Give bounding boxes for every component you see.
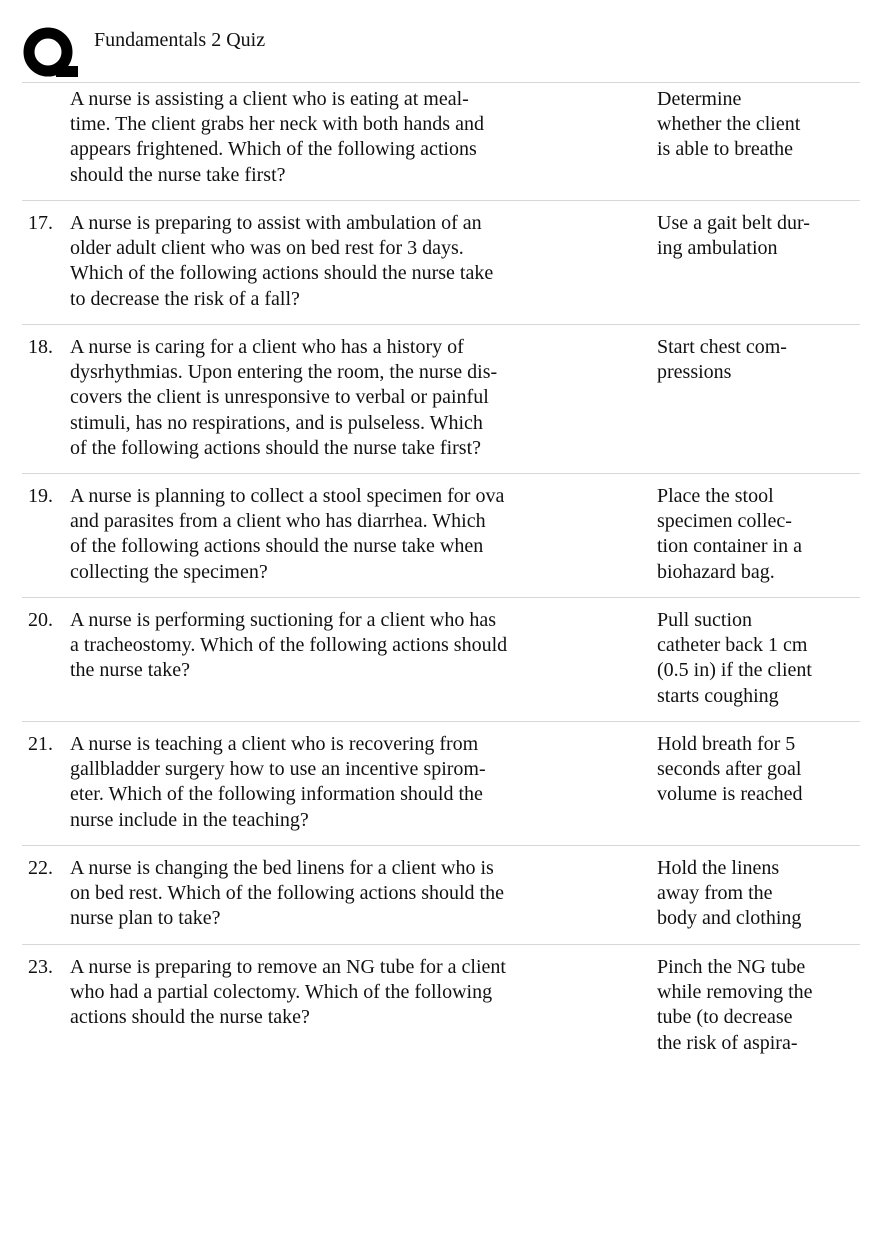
answer-line: the risk of aspira- [657, 1031, 798, 1054]
question-line: to decrease the risk of a fall? [70, 287, 300, 310]
question-text [28, 732, 570, 833]
question-line: should the nurse take first? [70, 163, 286, 186]
answer-line: Pinch the NG tube [657, 956, 806, 978]
question-row [22, 845, 860, 944]
question-line: gallbladder surgery how to use an incentive spirom- [70, 758, 486, 781]
question-row [22, 200, 860, 324]
answer-line: body and clothing [657, 907, 802, 930]
question-line: actions should the nurse take? [70, 1006, 310, 1029]
answer-line: seconds after goal [657, 758, 802, 781]
question-row [22, 473, 860, 597]
answer-line: specimen collec- [657, 510, 792, 533]
question-text [28, 484, 570, 585]
question-number: 23. [28, 956, 53, 978]
answer-line: pressions [657, 361, 732, 384]
question-text [28, 608, 570, 684]
answer-text [657, 335, 857, 385]
question-line: of the following actions should the nurse take when [70, 535, 484, 558]
quizlet-q-logo-icon [22, 26, 80, 80]
page-header [0, 0, 880, 82]
question-text [28, 211, 570, 312]
answer-text [657, 856, 857, 932]
answer-text [657, 732, 857, 808]
question-line: eter. Which of the following information should the [70, 783, 483, 806]
answer-line: tube (to decrease [657, 1006, 793, 1029]
question-line: stimuli, has no respirations, and is pulseless. Which [70, 411, 483, 434]
answer-line: while removing the [657, 981, 813, 1004]
question-line: nurse include in the teaching? [70, 808, 309, 831]
question-line: appears frightened. Which of the following actions [70, 138, 477, 161]
answer-text [657, 211, 857, 261]
question-number: 20. [28, 609, 53, 631]
question-line: A nurse is performing suctioning for a client who has [70, 609, 497, 631]
answer-line: tion container in a [657, 535, 802, 558]
question-line: on bed rest. Which of the following actions should the [70, 882, 504, 905]
question-line: the nurse take? [70, 659, 190, 682]
answer-line: volume is reached [657, 783, 803, 806]
question-text [70, 87, 570, 188]
question-row [22, 944, 860, 1068]
answer-line: away from the [657, 882, 773, 905]
question-text [28, 856, 570, 932]
question-line: a tracheostomy. Which of the following actions should [70, 634, 508, 657]
question-line: who had a partial colectomy. Which of the following [70, 981, 493, 1004]
answer-line: Place the stool [657, 485, 774, 507]
question-list [22, 82, 860, 1068]
question-number: 21. [28, 733, 53, 755]
question-text [28, 335, 570, 461]
answer-line: biohazard bag. [657, 560, 775, 583]
question-row [22, 324, 860, 473]
question-line: A nurse is planning to collect a stool specimen for ova [70, 485, 505, 507]
question-line: A nurse is caring for a client who has a history of [70, 336, 464, 358]
answer-line: Pull suction [657, 609, 753, 631]
question-number: 19. [28, 485, 53, 507]
answer-text [657, 484, 857, 585]
question-row [22, 82, 860, 200]
answer-line: catheter back 1 cm [657, 634, 808, 657]
answer-text [657, 955, 857, 1056]
answer-text [657, 87, 857, 163]
question-line: Which of the following actions should the nurse take [70, 262, 494, 285]
answer-line: ing ambulation [657, 237, 778, 260]
question-line: A nurse is changing the bed linens for a client who is [70, 857, 494, 879]
answer-line: Start chest com- [657, 336, 787, 358]
question-line: A nurse is preparing to remove an NG tube for a client [70, 956, 506, 978]
question-line: A nurse is assisting a client who is eating at meal- [70, 88, 469, 110]
question-line: A nurse is teaching a client who is recovering from [70, 733, 479, 755]
answer-line: (0.5 in) if the client [657, 659, 812, 682]
question-number: 22. [28, 857, 53, 879]
question-line: older adult client who was on bed rest for 3 days. [70, 237, 464, 260]
question-line: nurse plan to take? [70, 907, 221, 930]
question-line: time. The client grabs her neck with both hands and [70, 113, 484, 136]
answer-line: Determine [657, 88, 742, 110]
question-row [22, 721, 860, 845]
answer-text [657, 608, 857, 709]
question-row [22, 597, 860, 721]
answer-line: Hold breath for 5 [657, 733, 796, 755]
answer-line: whether the client [657, 113, 801, 136]
answer-line: is able to breathe [657, 138, 794, 161]
question-text [28, 955, 570, 1031]
question-number: 18. [28, 336, 53, 358]
question-line: dysrhythmias. Upon entering the room, the nurse dis- [70, 361, 498, 384]
answer-line: Use a gait belt dur- [657, 212, 810, 234]
question-line: A nurse is preparing to assist with ambulation of an [70, 212, 482, 234]
question-number: 17. [28, 212, 53, 234]
question-line: covers the client is unresponsive to verbal or painful [70, 386, 489, 409]
question-line: collecting the specimen? [70, 560, 268, 583]
question-line: and parasites from a client who has diarrhea. Which [70, 510, 486, 533]
answer-line: Hold the linens [657, 857, 780, 879]
question-line: of the following actions should the nurse take first? [70, 436, 482, 459]
document-title: Fundamentals 2 Quiz [94, 29, 266, 51]
answer-line: starts coughing [657, 684, 779, 707]
